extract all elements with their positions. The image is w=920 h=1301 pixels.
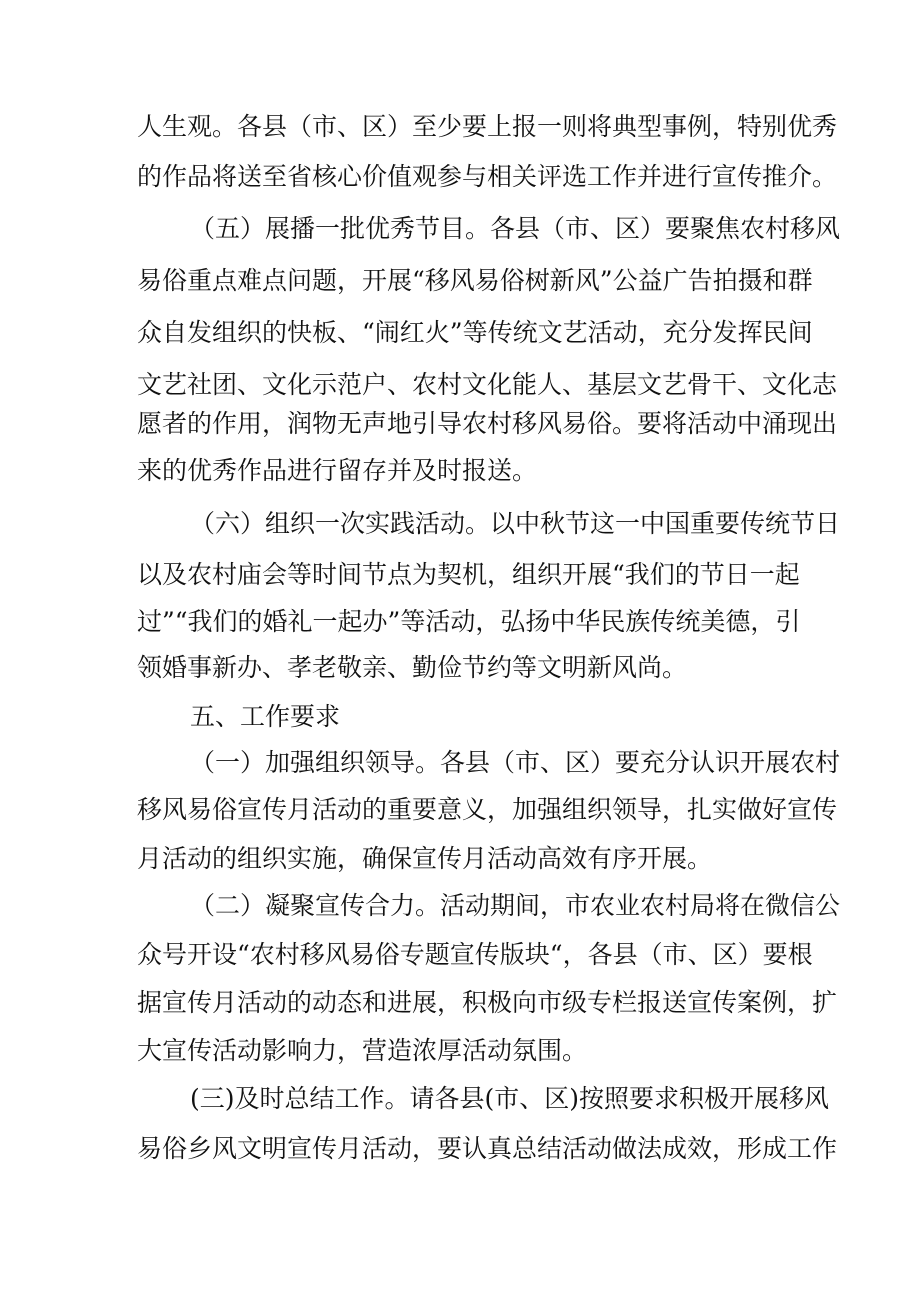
requirement-2-line: （二）凝聚宣传合力。活动期间，市农业农村局将在微信公 [190, 891, 841, 920]
requirement-1-line: （一）加强组织领导。各县（市、区）要充分认识开展农村 [190, 748, 841, 777]
body-line: 据宣传月活动的动态和进展，积极向市级专栏报送宣传案例，扩 [137, 988, 838, 1017]
body-line: 众号开设“农村移风易俗专题宣传版块“，各县（市、区）要根 [137, 940, 813, 969]
section-5-line: （五）展播一批优秀节目。各县（市、区）要聚焦农村移风 [190, 214, 841, 243]
requirement-3-line: (三)及时总结工作。请各县(市、区)按照要求积极开展移风 [190, 1084, 830, 1113]
body-line: 人生观。各县（市、区）至少要上报一则将典型事例，特别优秀 [137, 112, 838, 141]
body-line: 月活动的组织实施，确保宣传月活动高效有序开展。 [137, 844, 713, 873]
body-line: 以及农村庙会等时间节点为契机，组织开展“我们的节日一起 [137, 560, 800, 589]
body-line: 众自发组织的快板、“闹红火”等传统文艺活动，充分发挥民间 [137, 318, 813, 347]
body-line: 文艺社团、文化示范户、农村文化能人、基层文艺骨干、文化志 [137, 370, 838, 399]
body-line: 易俗重点难点问题，开展“移风易俗树新风”公益广告拍摄和群 [137, 266, 813, 295]
section-6-line: （六）组织一次实践活动。以中秋节这一中国重要传统节日 [190, 509, 841, 538]
body-line: 愿者的作用，润物无声地引导农村移风易俗。要将活动中涌现出 [137, 409, 838, 438]
body-line: 的作品将送至省核心价值观参与相关评选工作并进行宣传推介。 [137, 162, 838, 191]
body-line: 大宣传活动影响力，营造浓厚活动氛围。 [137, 1036, 588, 1065]
body-line: 来的优秀作品进行留存并及时报送。 [137, 456, 538, 485]
section-heading-work-requirements: 五、工作要求 [190, 702, 341, 731]
body-line: 过”“我们的婚礼一起办”等活动，弘扬中华民族传统美德，引 [137, 607, 801, 636]
body-line: 易俗乡风文明宣传月活动，要认真总结活动做法成效，形成工作 [137, 1134, 838, 1163]
body-line: 领婚事新办、孝老敬亲、勤俭节约等文明新风尚。 [137, 653, 688, 682]
body-line: 移风易俗宣传月活动的重要意义，加强组织领导，扎实做好宣传 [137, 795, 838, 824]
